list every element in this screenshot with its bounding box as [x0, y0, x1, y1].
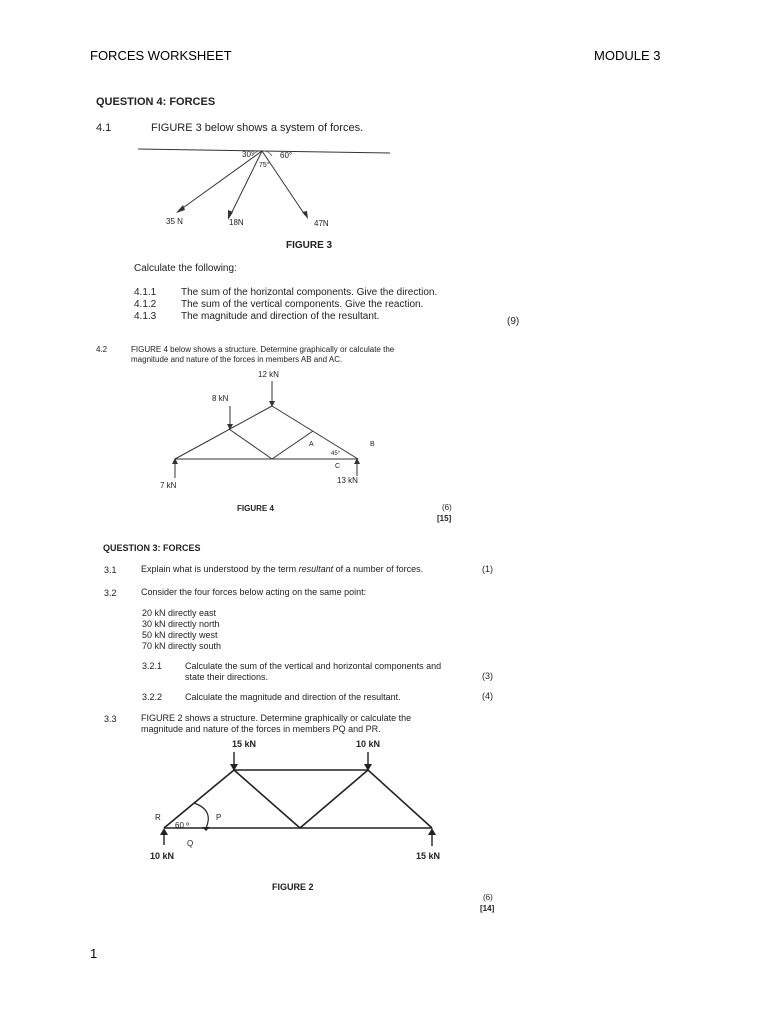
- sub-question-number: 3.2.2: [142, 692, 163, 702]
- joint-label: C: [335, 463, 341, 470]
- question-number: 4.1: [96, 122, 112, 134]
- force-list-item: 20 kN directly east: [142, 608, 217, 618]
- angle-label: 75°: [259, 162, 270, 169]
- sub-question-number: 4.1.1: [134, 287, 157, 298]
- instruction-text: Calculate the following:: [134, 263, 237, 274]
- sub-question-text: Calculate the sum of the vertical and horizontal components and: [185, 661, 442, 671]
- force-47n-line: [262, 151, 305, 215]
- marks: (4): [482, 691, 493, 701]
- marks: (6): [442, 503, 452, 512]
- question-text: FIGURE 4 below shows a structure. Determine graphically or calculate the: [131, 345, 395, 354]
- force-label: 47N: [314, 219, 329, 228]
- sub-question-text: The sum of the vertical components. Give the reaction.: [181, 299, 424, 310]
- question-4-title: QUESTION 4: FORCES: [96, 96, 216, 108]
- marks: (1): [482, 564, 493, 574]
- arrowhead-icon: [160, 828, 168, 835]
- question-text: Explain what is understood by the term resultant of a number of forces.: [141, 564, 424, 574]
- force-list-item: 50 kN directly west: [142, 630, 218, 640]
- question-text: magnitude and nature of the forces in members PQ and PR.: [141, 724, 381, 734]
- question-number: 4.2: [96, 345, 108, 354]
- joint-label: Q: [187, 839, 194, 848]
- sub-question-number: 4.1.2: [134, 299, 157, 310]
- force-label: 35 N: [166, 217, 183, 226]
- load-label: 15 kN: [232, 739, 257, 749]
- truss-member: [164, 770, 234, 828]
- reaction-label: 10 kN: [150, 851, 175, 861]
- question-number: 3.2: [104, 588, 117, 598]
- total-marks: [14]: [480, 904, 495, 913]
- force-list-item: 70 kN directly south: [142, 641, 222, 651]
- angle-arc: [194, 803, 208, 828]
- truss-member: [234, 770, 300, 828]
- reaction-label: 15 kN: [416, 851, 441, 861]
- reaction-label: 7 kN: [160, 481, 177, 490]
- angle-label: 60 º: [175, 821, 190, 830]
- truss-member: [175, 406, 272, 459]
- sub-question-text: Calculate the magnitude and direction of the resultant.: [185, 692, 401, 702]
- arrowhead-icon: [302, 211, 308, 219]
- force-18n-line: [230, 151, 262, 216]
- arrowhead-icon: [428, 828, 436, 835]
- sub-question-number: 4.1.3: [134, 311, 157, 322]
- question-number: 3.3: [104, 714, 117, 724]
- load-label: 10 kN: [356, 739, 381, 749]
- joint-label: A: [309, 441, 314, 448]
- module-label: MODULE 3: [594, 48, 661, 63]
- question-text: FIGURE 2 shows a structure. Determine graphically or calculate the: [141, 713, 412, 723]
- arrowhead-icon: [176, 205, 185, 213]
- truss-member: [300, 770, 368, 828]
- figure-caption: FIGURE 3: [286, 240, 333, 251]
- figure-2-truss-diagram: [150, 739, 440, 892]
- question-text: magnitude and nature of the forces in members AB and AC.: [131, 355, 343, 364]
- joint-label: P: [216, 813, 222, 822]
- sub-question-number: 3.2.1: [142, 661, 163, 671]
- marks: (3): [482, 671, 493, 681]
- truss-member: [272, 406, 358, 459]
- figure-caption: FIGURE 4: [237, 504, 274, 513]
- figure-4-truss-diagram: [160, 370, 375, 513]
- truss-member: [272, 431, 313, 459]
- marks: (6): [483, 893, 493, 902]
- force-label: 18N: [229, 218, 244, 227]
- total-marks: [15]: [437, 514, 452, 523]
- sub-question-text: The sum of the horizontal components. Give the direction.: [181, 287, 438, 298]
- arrowhead-icon: [227, 424, 233, 430]
- joint-label: R: [155, 813, 161, 822]
- force-list-item: 30 kN directly north: [142, 619, 220, 629]
- angle-label: 60°: [280, 151, 293, 160]
- figure-3-force-diagram: [138, 149, 390, 251]
- question-3-title: QUESTION 3: FORCES: [103, 543, 201, 553]
- sub-question-text: state their directions.: [185, 672, 269, 682]
- load-label: 12 kN: [258, 370, 279, 379]
- load-label: 8 kN: [212, 394, 229, 403]
- document-header-title: FORCES WORKSHEET: [90, 48, 232, 63]
- truss-member: [229, 429, 272, 459]
- sub-question-text: The magnitude and direction of the resultant.: [181, 311, 380, 322]
- figure-caption: FIGURE 2: [272, 882, 314, 892]
- marks: (9): [507, 316, 520, 327]
- question-text: FIGURE 3 below shows a system of forces.: [151, 122, 364, 134]
- joint-label: B: [370, 441, 375, 448]
- reaction-label: 13 kN: [337, 476, 358, 485]
- question-text: Consider the four forces below acting on the same point:: [141, 587, 367, 597]
- page-number: 1: [90, 946, 98, 961]
- angle-label: 45°: [331, 451, 341, 457]
- angle-label: 30°: [242, 150, 255, 159]
- truss-member: [368, 770, 432, 828]
- arrowhead-icon: [269, 401, 275, 407]
- arrowhead-icon: [202, 827, 210, 831]
- question-number: 3.1: [104, 565, 117, 575]
- force-35n-line: [180, 151, 262, 210]
